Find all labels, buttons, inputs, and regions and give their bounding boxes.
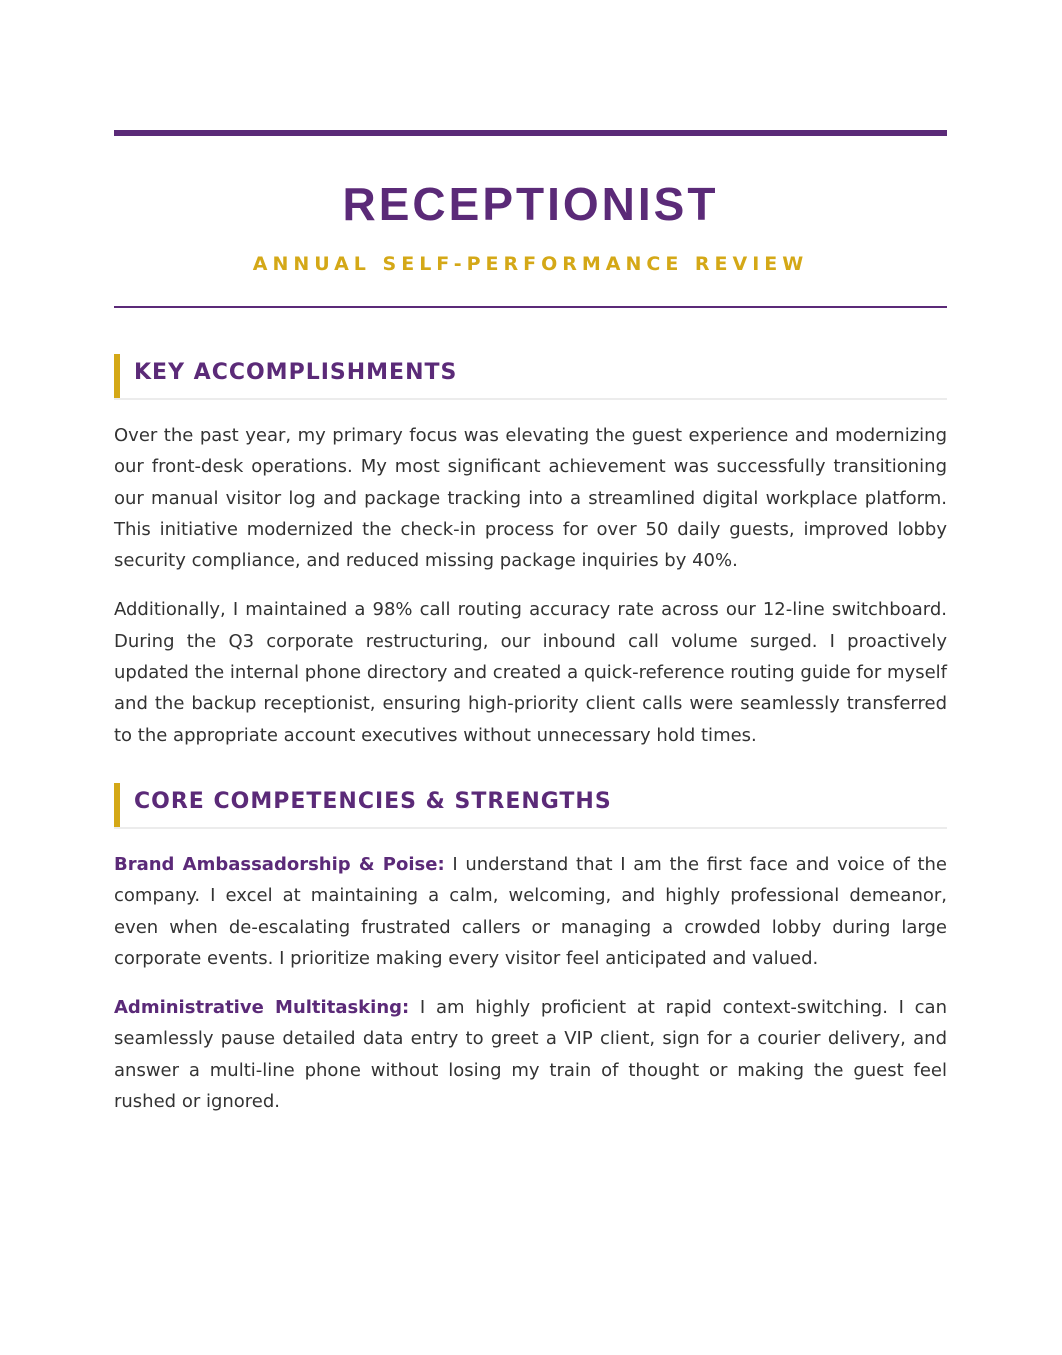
section-title: KEY ACCOMPLISHMENTS	[134, 360, 458, 385]
section-title: CORE COMPETENCIES & STRENGTHS	[134, 788, 612, 814]
section-accent-bar	[114, 354, 120, 398]
document-content	[114, 130, 947, 1117]
document-title: RECEPTIONIST	[342, 178, 719, 230]
section-accent-bar	[114, 783, 120, 827]
accomplishments-paragraph-1: Over the past year, my primary focus was elevating the guest experience and modernizing our front-desk operations. My most significant achievement was successfully transitioning our manual visitor log and package tracking into a streamlined digital workplace platform. This initiative modernized the check-in process for over 50 daily guests, improved lobby security compliance, and reduced missing package inquiries by 40%.	[114, 425, 947, 572]
competency-administrative-multitasking	[114, 992, 947, 1117]
competency-lead: Administrative Multitasking:	[114, 997, 410, 1019]
section-heading-key-accomplishments	[114, 354, 947, 400]
competency-text: I am highly proficient at rapid context-switching. I can seamlessly pause detailed data entry to greet a VIP client, sign for a courier delivery, and answer a multi-line phone without losing my train of thought or making the guest feel rushed or ignored.	[114, 997, 947, 1113]
section-heading-core-competencies	[114, 783, 947, 829]
accomplishments-paragraph-2: Additionally, I maintained a 98% call routing accuracy rate across our 12-line switchboard. During the Q3 corporate restructuring, our inbound call volume surged. I proactively updated the internal phone directory and created a quick-reference routing guide for myself and the backup receptionist, ensuring high-priority client calls were seamlessly transferred to the appropriate account executives without unnecessary hold times.	[114, 599, 947, 746]
top-divider	[114, 130, 947, 136]
competency-lead: Brand Ambassadorship & Poise:	[114, 853, 445, 875]
header-divider	[114, 306, 947, 308]
competency-text: I understand that I am the first face and voice of the company. I excel at maintaining a calm, welcoming, and highly professional demeanor, even when de-escalating frustrated callers or managing a crowded lobby during large corporate events. I prioritize making every visitor feel anticipated and valued.	[114, 853, 948, 969]
competency-brand-ambassadorship	[114, 849, 947, 974]
document-subtitle: ANNUAL SELF-PERFORMANCE REVIEW	[252, 253, 809, 275]
